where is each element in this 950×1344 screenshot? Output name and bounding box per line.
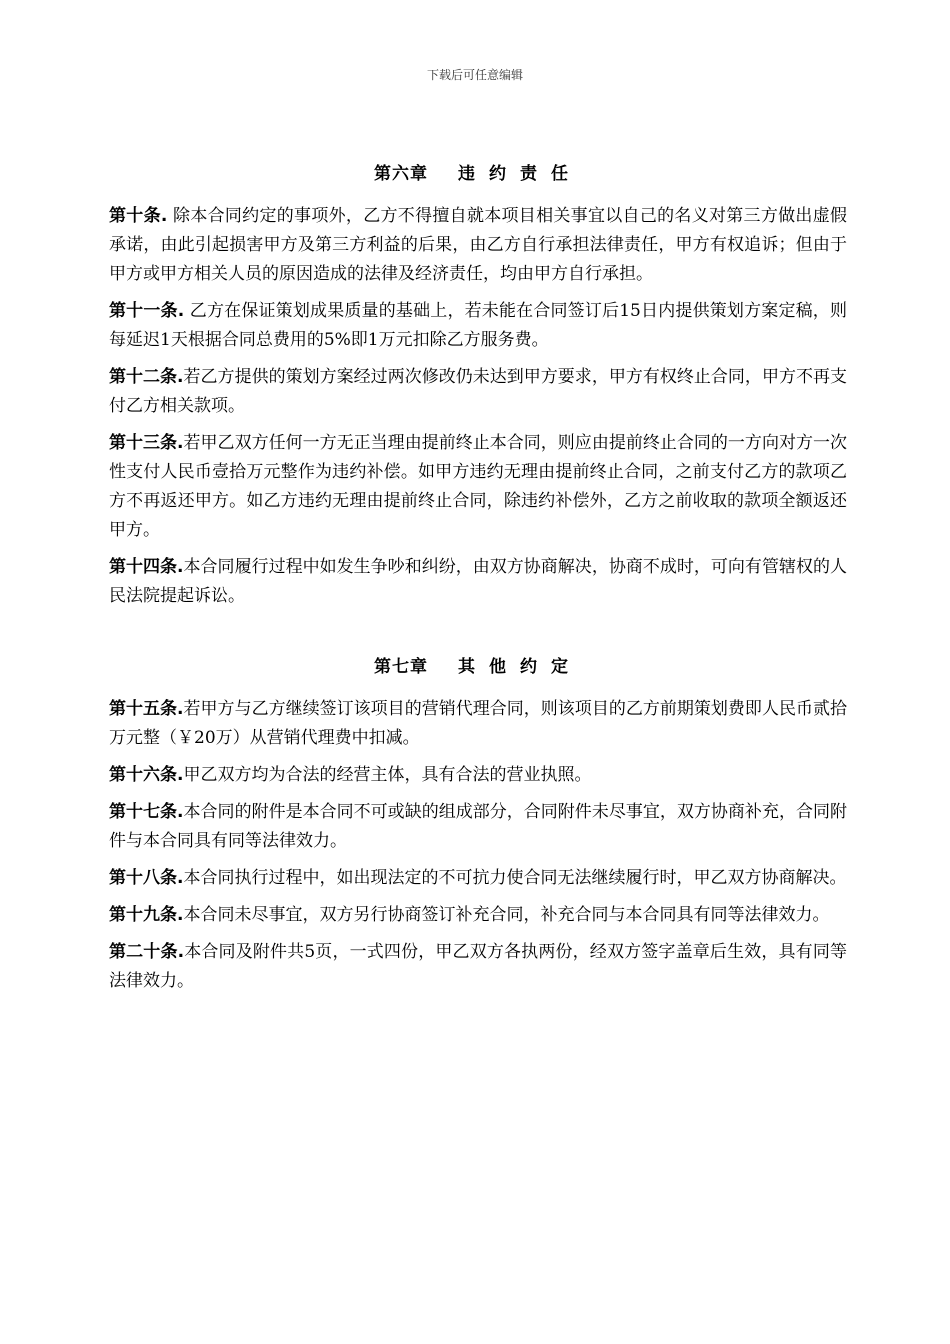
article-10 — [109, 202, 847, 289]
article-18 — [109, 864, 847, 893]
chapter-7-title — [109, 653, 847, 681]
article-15 — [109, 695, 847, 753]
article-16 — [109, 761, 847, 790]
article-text: 本合同未尽事宜，双方另行协商签订补充合同，补充合同与本合同具有同等法律效力。 — [183, 905, 830, 925]
article-label: 第二十条. — [109, 942, 185, 962]
chapter-heading: 违约责任 — [458, 164, 582, 184]
chapter-number: 第七章 — [374, 657, 428, 677]
article-text: 若甲乙双方任何一方无正当理由提前终止本合同，则应由提前终止合同的一方向对方一次性支付人民币壹拾万元整作为违约补偿。如甲方违约无理由提前终止合同，之前支付乙方的款项乙方不再返还甲方。如乙方违约无理由提前终止合同，除违约补偿外，乙方之前收取的款项全额返还甲方。 — [109, 433, 847, 540]
article-text: 本合同及附件共5页，一式四份，甲乙双方各执两份，经双方签字盖章后生效，具有同等法律效力。 — [109, 942, 847, 991]
article-13 — [109, 429, 847, 545]
article-text: 甲乙双方均为合法的经营主体，具有合法的营业执照。 — [183, 765, 592, 785]
article-text: 若甲方与乙方继续签订该项目的营销代理合同，则该项目的乙方前期策划费即人民币贰拾万元整（￥20万）从营销代理费中扣减。 — [109, 699, 847, 748]
article-label: 第十六条. — [109, 765, 184, 785]
article-text: 除本合同约定的事项外，乙方不得擅自就本项目相关事宜以自己的名义对第三方做出虚假承诺，由此引起损害甲方及第三方利益的后果，由乙方自行承担法律责任，甲方有权追诉；但由于甲方或甲方相关人员的原因造成的法律及经济责任，均由甲方自行承担。 — [109, 206, 847, 284]
article-text: 本合同履行过程中如发生争吵和纠纷，由双方协商解决，协商不成时，可向有管辖权的人民法院提起诉讼。 — [109, 557, 847, 606]
article-label: 第十一条. — [109, 301, 185, 321]
article-label: 第十条. — [109, 206, 168, 226]
article-19 — [109, 901, 847, 930]
article-20 — [109, 938, 847, 996]
article-text: 乙方在保证策划成果质量的基础上，若未能在合同签订后15日内提供策划方案定稿，则每延迟1天根据合同总费用的5%即1万元扣除乙方服务费。 — [109, 301, 847, 350]
article-label: 第十二条. — [109, 367, 184, 387]
article-text: 若乙方提供的策划方案经过两次修改仍未达到甲方要求，甲方有权终止合同，甲方不再支付乙方相关款项。 — [109, 367, 847, 416]
article-12 — [109, 363, 847, 421]
article-label: 第十三条. — [109, 433, 184, 453]
header-note: 下载后可任意编辑 — [426, 68, 523, 82]
article-label: 第十四条. — [109, 557, 184, 577]
document-body — [109, 160, 847, 1004]
chapter-6-title — [109, 160, 847, 188]
article-text: 本合同执行过程中，如出现法定的不可抗力使合同无法继续履行时，甲乙双方协商解决。 — [183, 868, 847, 888]
article-14 — [109, 553, 847, 611]
article-17 — [109, 798, 847, 856]
chapter-heading: 其他约定 — [458, 657, 582, 677]
chapter-spacer — [109, 619, 847, 653]
article-text: 本合同的附件是本合同不可或缺的组成部分，合同附件未尽事宜，双方协商补充，合同附件与本合同具有同等法律效力。 — [109, 802, 847, 851]
article-label: 第十五条. — [109, 699, 184, 719]
article-label: 第十八条. — [109, 868, 184, 888]
article-label: 第十七条. — [109, 802, 184, 822]
article-label: 第十九条. — [109, 905, 184, 925]
chapter-number: 第六章 — [374, 164, 428, 184]
article-11 — [109, 297, 847, 355]
